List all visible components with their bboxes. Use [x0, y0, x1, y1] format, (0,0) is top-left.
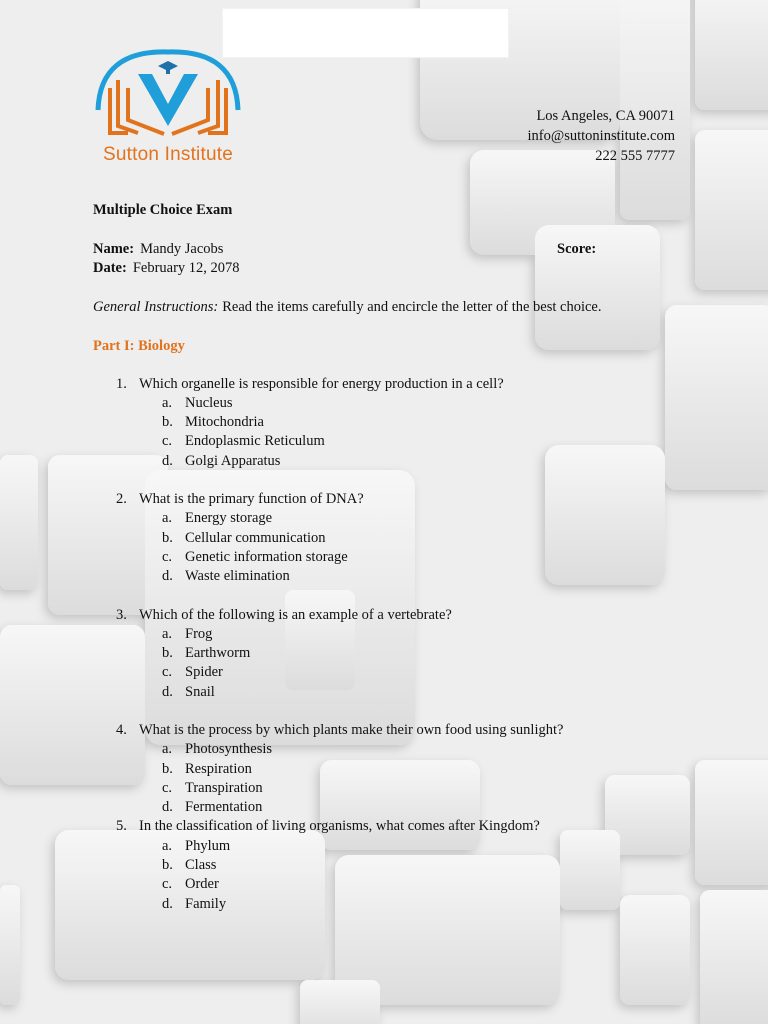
option-text: Waste elimination	[185, 568, 290, 584]
option-text: Endoplasmic Reticulum	[185, 433, 325, 449]
option-text: Order	[185, 876, 219, 892]
option-1a[interactable]	[162, 395, 233, 412]
question-number: 2.	[116, 491, 127, 507]
question-text: In the classification of living organisms, what comes after Kingdom?	[139, 818, 540, 834]
option-text: Transpiration	[185, 780, 263, 796]
option-text: Photosynthesis	[185, 741, 273, 757]
question-number: 4.	[116, 722, 127, 738]
option-letter[interactable]: b.	[162, 857, 173, 873]
option-text: Mitochondria	[185, 414, 264, 430]
question-text: Which of the following is an example of a vertebrate?	[139, 607, 452, 623]
option-3c[interactable]	[162, 664, 223, 681]
name-value: Mandy Jacobs	[140, 241, 224, 257]
question-number: 3.	[116, 607, 127, 623]
name-label: Name:	[93, 241, 135, 257]
option-letter[interactable]: c.	[162, 433, 173, 449]
part-title: Part I: Biology	[93, 338, 185, 354]
question-5	[116, 818, 540, 835]
option-5d[interactable]	[162, 896, 226, 913]
exam-title: Multiple Choice Exam	[93, 202, 233, 218]
option-letter[interactable]: c.	[162, 664, 173, 680]
option-letter[interactable]: b.	[162, 645, 173, 661]
option-3d[interactable]	[162, 684, 215, 701]
date-value: February 12, 2078	[132, 260, 240, 276]
option-5b[interactable]	[162, 857, 216, 874]
option-text: Golgi Apparatus	[185, 453, 281, 469]
option-5a[interactable]	[162, 838, 230, 855]
score-label: Score:	[557, 241, 597, 257]
question-2	[116, 491, 364, 508]
option-text: Snail	[185, 684, 215, 700]
option-letter[interactable]: d.	[162, 568, 173, 584]
option-letter[interactable]: a.	[162, 741, 173, 757]
option-1c[interactable]	[162, 433, 325, 450]
logo-emblem-icon	[88, 48, 248, 143]
option-letter[interactable]: a.	[162, 838, 173, 854]
option-letter[interactable]: c.	[162, 549, 173, 565]
option-text: Genetic information storage	[185, 549, 348, 565]
option-text: Respiration	[185, 761, 252, 777]
option-letter[interactable]: c.	[162, 876, 173, 892]
question-text: What is the primary function of DNA?	[139, 491, 364, 507]
instructions-text: Read the items carefully and encircle the letter of the best choice.	[222, 299, 602, 315]
option-1d[interactable]	[162, 453, 280, 470]
date-row	[93, 260, 240, 277]
option-letter[interactable]: d.	[162, 799, 173, 815]
institute-logo	[88, 48, 248, 173]
option-4c[interactable]	[162, 780, 263, 797]
option-letter[interactable]: b.	[162, 530, 173, 546]
question-1	[116, 376, 504, 393]
option-text: Cellular communication	[185, 530, 326, 546]
option-5c[interactable]	[162, 876, 219, 893]
general-instructions	[93, 299, 602, 316]
option-letter[interactable]: b.	[162, 414, 173, 430]
option-letter[interactable]: a.	[162, 395, 173, 411]
option-2d[interactable]	[162, 568, 290, 585]
option-3a[interactable]	[162, 626, 212, 643]
option-letter[interactable]: d.	[162, 684, 173, 700]
option-letter[interactable]: a.	[162, 510, 173, 526]
contact-block	[528, 106, 675, 166]
contact-email: info@suttoninstitute.com	[527, 128, 675, 144]
contact-phone: 222 555 7777	[595, 148, 675, 164]
name-row	[93, 241, 223, 258]
option-text: Family	[185, 896, 227, 912]
question-number: 5.	[116, 818, 127, 834]
question-4	[116, 722, 563, 739]
logo-text: Sutton Institute	[103, 144, 233, 165]
header-blank-box	[222, 8, 509, 58]
date-label: Date:	[93, 260, 127, 276]
option-4b[interactable]	[162, 761, 252, 778]
option-2b[interactable]	[162, 530, 326, 547]
option-letter[interactable]: b.	[162, 761, 173, 777]
option-3b[interactable]	[162, 645, 250, 662]
option-2c[interactable]	[162, 549, 348, 566]
option-4a[interactable]	[162, 741, 272, 758]
option-text: Energy storage	[185, 510, 273, 526]
option-letter[interactable]: a.	[162, 626, 173, 642]
option-text: Class	[185, 857, 217, 873]
option-text: Nucleus	[185, 395, 233, 411]
question-number: 1.	[116, 376, 127, 392]
option-letter[interactable]: d.	[162, 453, 173, 469]
option-letter[interactable]: d.	[162, 896, 173, 912]
option-2a[interactable]	[162, 510, 272, 527]
option-text: Spider	[185, 664, 223, 680]
option-1b[interactable]	[162, 414, 264, 431]
contact-address: Los Angeles, CA 90071	[536, 108, 675, 124]
question-3	[116, 607, 452, 624]
option-letter[interactable]: c.	[162, 780, 173, 796]
instructions-label: General Instructions:	[93, 299, 219, 315]
question-text: Which organelle is responsible for energy production in a cell?	[139, 376, 504, 392]
option-text: Fermentation	[185, 799, 263, 815]
option-text: Phylum	[185, 838, 231, 854]
option-text: Frog	[185, 626, 213, 642]
option-text: Earthworm	[185, 645, 251, 661]
question-text: What is the process by which plants make their own food using sunlight?	[139, 722, 564, 738]
option-4d[interactable]	[162, 799, 262, 816]
